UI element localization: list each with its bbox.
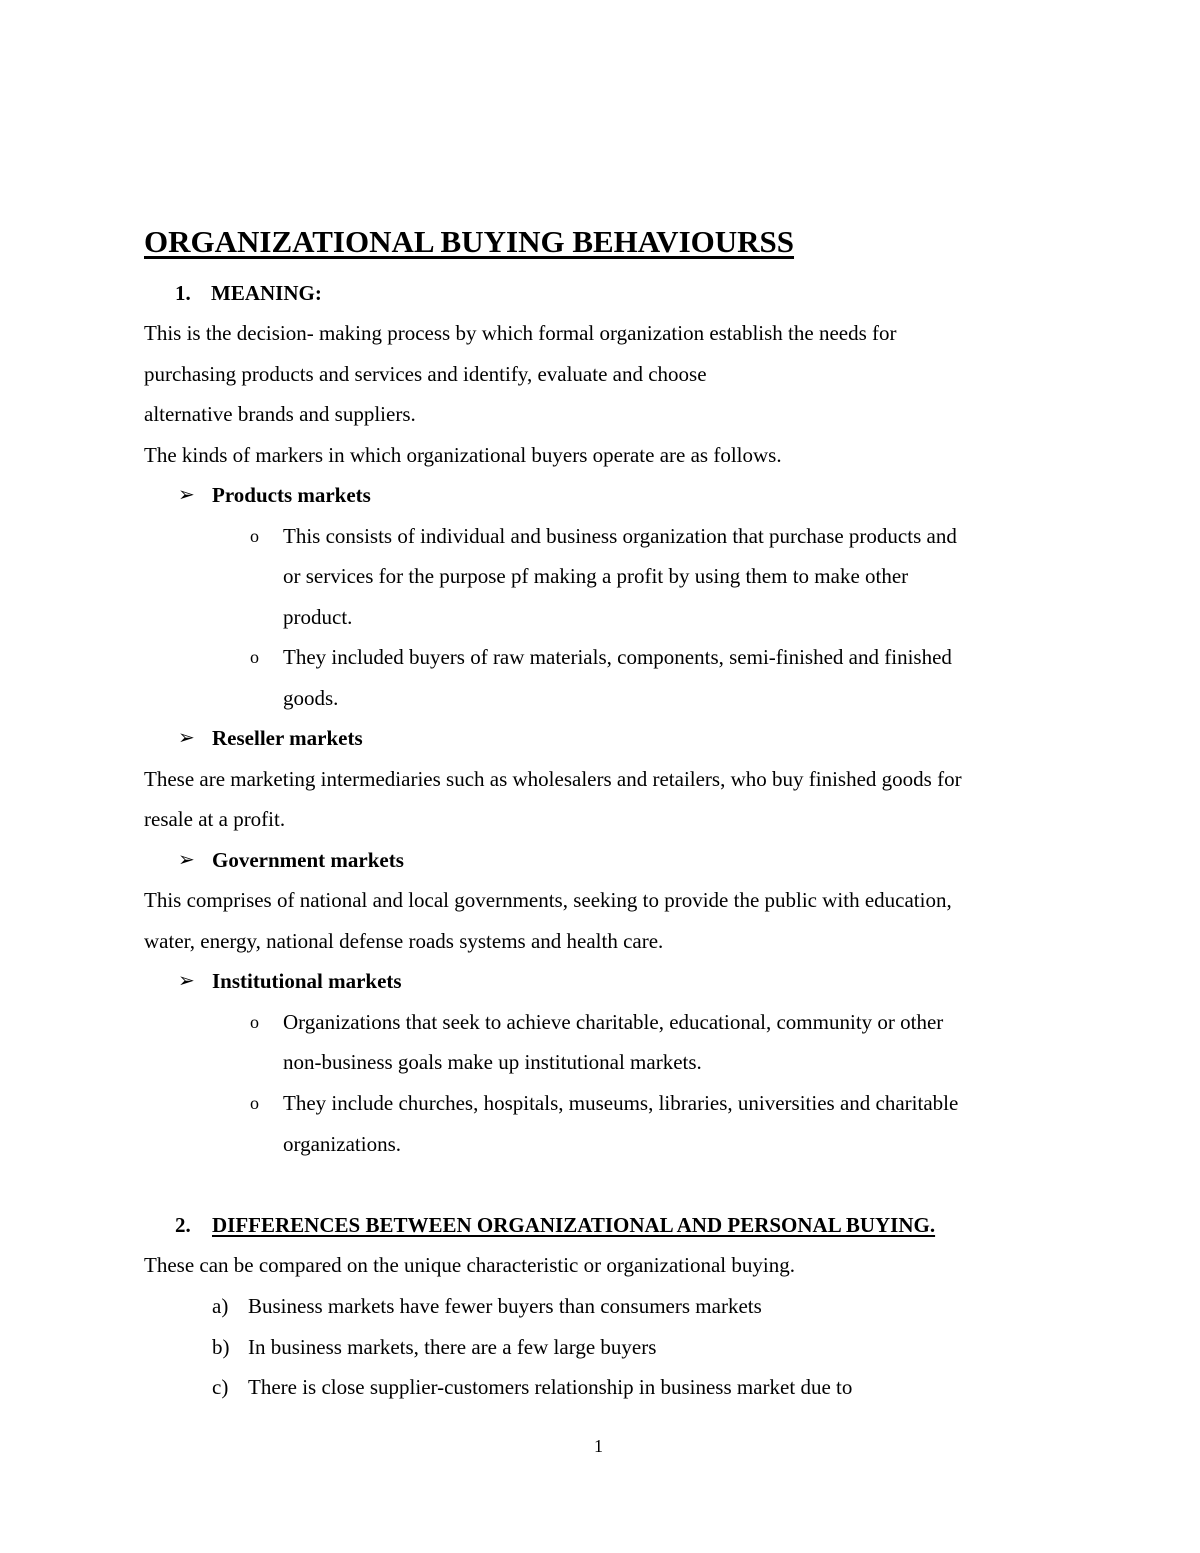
meaning-line-3: alternative brands and suppliers. bbox=[144, 402, 416, 426]
document-title: ORGANIZATIONAL BUYING BEHAVIOURSS bbox=[144, 224, 795, 259]
circle-bullet-icon: o bbox=[250, 1093, 259, 1113]
products-markets-heading: Products markets bbox=[212, 483, 371, 507]
arrow-bullet-icon: ➢ bbox=[178, 484, 195, 506]
list-item-text: There is close supplier-customers relationship in business market due to bbox=[248, 1375, 853, 1399]
reseller-line-2: resale at a profit. bbox=[144, 807, 286, 831]
arrow-bullet-icon: ➢ bbox=[178, 970, 195, 992]
government-markets-heading: Government markets bbox=[212, 848, 404, 872]
institutional-markets-heading: Institutional markets bbox=[212, 969, 402, 993]
institutional-item-1-line-2: non-business goals make up institutional markets. bbox=[283, 1050, 702, 1074]
list-item-marker: a) bbox=[212, 1294, 229, 1318]
circle-bullet-icon: o bbox=[250, 1012, 259, 1032]
arrow-bullet-icon: ➢ bbox=[178, 849, 195, 871]
list-item-text: In business markets, there are a few large buyers bbox=[248, 1335, 657, 1359]
arrow-bullet-icon: ➢ bbox=[178, 727, 195, 749]
reseller-line-1: These are marketing intermediaries such as wholesalers and retailers, who buy finished goods for bbox=[144, 767, 962, 791]
circle-bullet-icon: o bbox=[250, 526, 259, 546]
products-item-2-line-2: goods. bbox=[283, 686, 339, 710]
section-2-heading: DIFFERENCES BETWEEN ORGANIZATIONAL AND PERSONAL BUYING. bbox=[212, 1213, 936, 1237]
section-1-heading: MEANING: bbox=[211, 281, 322, 305]
section-2-intro: These can be compared on the unique characteristic or organizational buying. bbox=[144, 1253, 795, 1277]
list-item-marker: b) bbox=[212, 1335, 230, 1359]
government-line-2: water, energy, national defense roads systems and health care. bbox=[144, 929, 664, 953]
meaning-line-2: purchasing products and services and identify, evaluate and choose bbox=[144, 362, 707, 386]
institutional-item-2-line-1: They include churches, hospitals, museums, libraries, universities and charitable bbox=[283, 1091, 959, 1115]
reseller-markets-heading: Reseller markets bbox=[212, 726, 363, 750]
markets-intro: The kinds of markers in which organizational buyers operate are as follows. bbox=[144, 443, 782, 467]
list-item-marker: c) bbox=[212, 1375, 229, 1399]
products-item-2-line-1: They included buyers of raw materials, components, semi-finished and finished bbox=[283, 645, 952, 669]
page-number: 1 bbox=[594, 1436, 603, 1456]
section-2-number: 2. bbox=[175, 1213, 191, 1237]
institutional-item-1-line-1: Organizations that seek to achieve charitable, educational, community or other bbox=[283, 1010, 944, 1034]
list-item-text: Business markets have fewer buyers than consumers markets bbox=[248, 1294, 762, 1318]
products-item-1-line-2: or services for the purpose pf making a profit by using them to make other bbox=[283, 564, 909, 588]
products-item-1-line-3: product. bbox=[283, 605, 353, 629]
meaning-line-1: This is the decision- making process by which formal organization establish the needs for bbox=[144, 321, 897, 345]
government-line-1: This comprises of national and local governments, seeking to provide the public with education, bbox=[144, 888, 952, 912]
institutional-item-2-line-2: organizations. bbox=[283, 1132, 402, 1156]
circle-bullet-icon: o bbox=[250, 647, 259, 667]
products-item-1-line-1: This consists of individual and business organization that purchase products and bbox=[283, 524, 957, 548]
section-1-number: 1. bbox=[175, 281, 191, 305]
